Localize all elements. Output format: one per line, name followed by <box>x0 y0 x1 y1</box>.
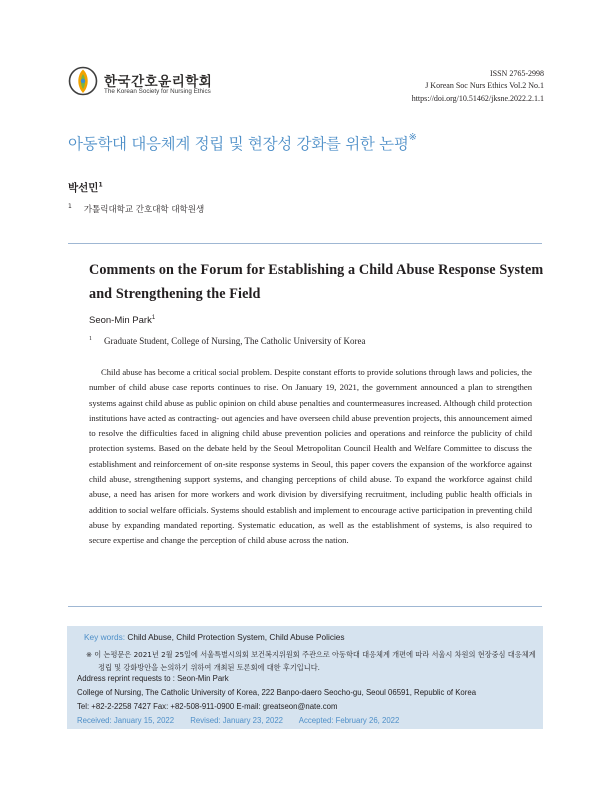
accepted-date: Accepted: February 26, 2022 <box>298 716 400 725</box>
korean-author-name: 박선민 <box>68 182 99 194</box>
reprint-address-line: Address reprint requests to : Seon-Min Park <box>77 674 229 683</box>
abstract-text: Child abuse has become a critical social problem. Despite constant efforts to provide solutions through laws and policies, the number of child abuse case reports continues to rise. On January 19, 2021, the government announced a plan to strengthen systems against child abuse as public opinion on child abuse penalties and countermeasures increased. Although child protection institutions have acted as contracting- out agencies and have overseen child abuse prevention projects, this announcement aimed to resolve the difficulties faced in aligning child abuse prevention policies and operations and reinforce the publicity of child protection systems. Based on the debate held by the Seoul Metropolitan Council Health and Welfare Committee to discuss the establishment and reinforcement of on-site response systems in Seoul, this paper covers the expansion of the workforce against child abuse, strengthening support systems, and changing perceptions of child abuse. To expand the workforce against child abuse, a need has arisen for more workers and work division by diversifying recruitment, including public health officials in addition to social welfare officials. Systems should establish and implement to encourage active participation in preventing child abuse by expanding mandated reporting. Systematic education, as well as the establishment of systems, is also required to secure expertise and change the perception of child abuse across the nation. <box>89 367 532 546</box>
keywords-line <box>84 632 345 642</box>
english-author <box>89 315 155 326</box>
society-name-english: The Korean Society for Nursing Ethics <box>104 88 211 95</box>
dates-line <box>77 716 413 725</box>
revised-date: Revised: January 23, 2022 <box>190 716 284 725</box>
korean-author <box>68 180 103 195</box>
journal-doi[interactable]: https://doi.org/10.51462/jksne.2022.2.1.1 <box>411 93 544 103</box>
received-date: Received: January 15, 2022 <box>77 716 175 725</box>
contact-line[interactable]: Tel: +82-2-2258 7427 Fax: +82-508-911-0900 E-mail: greatseon@nate.com <box>77 702 338 711</box>
institution-address-line: College of Nursing, The Catholic University of Korea, 222 Banpo-daero Seocho-gu, Seoul 06591, Republic of Korea <box>77 688 477 697</box>
footnote-text: ※ 이 논평문은 2021년 2월 25일에 서울특별시의회 보건복지위원회 주관으로 아동학대 대응체계 개편에 따라 서울시 차원의 현장중심 대응체계 정립 및 강화방안을 논의하기 위하여 개최된 토론회에 대한 후기입니다. <box>86 650 536 672</box>
korean-affiliation-text: 가톨릭대학교 간호대학 대학원생 <box>83 205 205 215</box>
korean-title-text: 아동학대 대응체계 정립 및 현장성 강화를 위한 논평 <box>68 135 409 153</box>
title-footnote-mark: ※ <box>408 132 417 143</box>
english-title: Comments on the Forum for Establishing a Child Abuse Response System and Strengthening the Field <box>89 262 544 302</box>
english-affiliation-text: Graduate Student, College of Nursing, The Catholic University of Korea <box>104 336 366 346</box>
journal-citation: J Korean Soc Nurs Ethics Vol.2 No.1 <box>425 81 544 91</box>
keywords-box <box>67 626 543 729</box>
section-divider <box>68 243 542 244</box>
korean-author-sup: 1 <box>98 181 103 189</box>
english-author-name: Seon-Min Park <box>89 315 152 327</box>
society-logo <box>68 66 268 102</box>
korean-title <box>68 132 417 154</box>
keywords-label: Key words: <box>84 632 126 642</box>
english-affiliation <box>89 336 366 346</box>
korean-affiliation-number: 1 <box>68 203 72 210</box>
korean-affiliation <box>68 203 204 215</box>
society-name-korean: 한국간호윤리학회 <box>104 74 213 90</box>
abstract-divider <box>68 606 542 607</box>
journal-info <box>412 68 544 105</box>
english-author-sup: 1 <box>151 315 156 321</box>
journal-issn: ISSN 2765-2998 <box>489 69 544 78</box>
society-emblem-icon <box>68 66 98 100</box>
english-affiliation-number: 1 <box>89 336 92 342</box>
keywords-text: Child Abuse, Child Protection System, Child Abuse Policies <box>127 632 345 642</box>
